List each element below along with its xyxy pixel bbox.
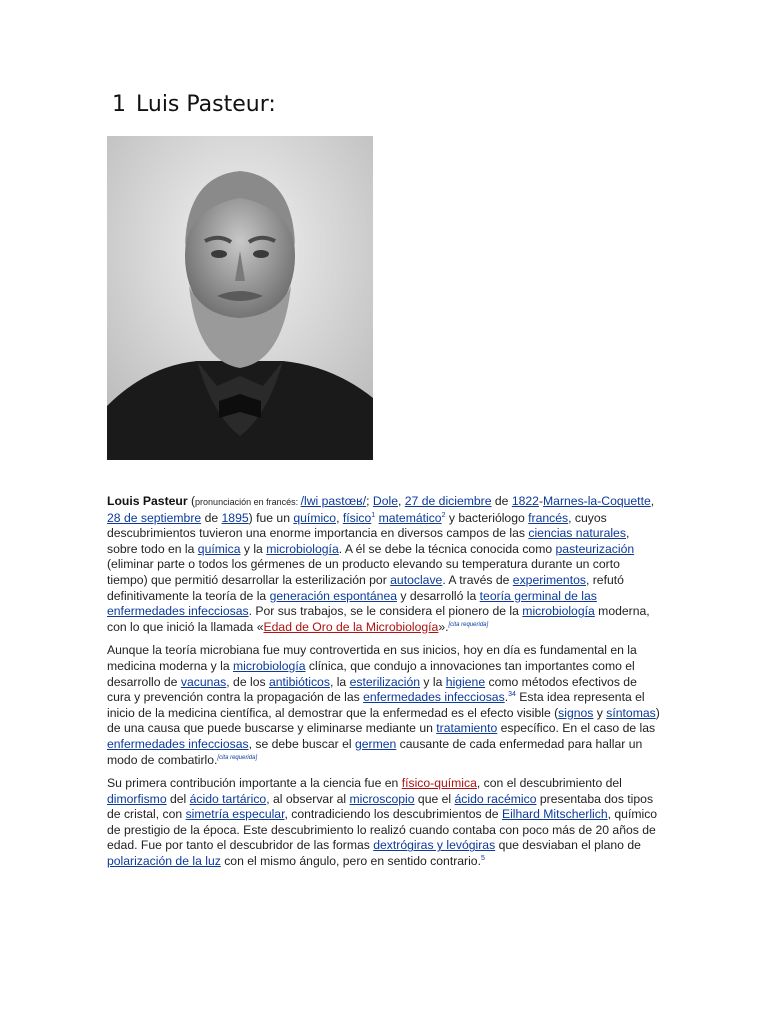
link-acido-tartarico[interactable]: ácido tartárico [189,791,267,806]
link-fisico-quimica[interactable]: físico-química [401,776,477,791]
link-polarizacion-luz[interactable]: polarización de la luz [107,854,221,869]
footnote-34[interactable]: 34 [508,691,516,699]
link-dextrogiras-levogiras[interactable]: dextrógiras y levógiras [373,838,496,853]
link-autoclave[interactable]: autoclave [390,572,443,587]
link-esterilizacion[interactable]: esterilización [349,674,421,689]
link-quimico[interactable]: químico [293,510,337,525]
section-number: 1 [112,92,126,117]
paragraph-2: Aunque la teoría microbiana fue muy controvertida en sus inicios, hoy en día es fundamental en la medicina moderna y la microbiología clínica, que condujo a innovaciones tan importantes como el desarrollo de vacunas, de los antibióticos, la esterilización y la higiene como métodos efectivos de cura y prevención contra la propagación de las enfermedades infecciosas.$^{34}$ Esta idea representa el inicio de la medicina científica, al demostrar que la enfermedad es el efecto visible (signos y síntomas) de una causa que puede buscarse y eliminarse mediante un tratamiento específico. En el caso de las enfermedades infecciosas, se debe buscar el germen causante de cada enfermedad para hallar un modo de combatirlo.[cita requerida] [107,643,660,767]
link-dole[interactable]: Dole [372,494,398,508]
link-generacion-espontanea[interactable]: generación espontánea [269,588,398,603]
link-vacunas[interactable]: vacunas [180,674,227,689]
link-germen[interactable]: germen [354,736,397,751]
link-ciencias-naturales[interactable]: ciencias naturales [528,526,626,541]
link-frances[interactable]: francés [528,510,569,525]
section-heading [112,92,276,117]
link-1895[interactable]: 1895 [221,510,249,525]
portrait-illustration [107,136,373,460]
link-microbiologia-3[interactable]: microbiología [233,658,306,673]
link-matematico[interactable]: matemático [378,510,442,525]
link-27-diciembre[interactable]: 27 de diciembre [404,494,492,508]
paragraph-3: Su primera contribución importante a la ciencia fue en físico-química, con el descubrimiento del dimorfismo del ácido tartárico, al observar al microscopio que el ácido racémico presentaba dos tipos de cristal, con simetría especular, contradiciendo los descubrimientos de Eilhard Mitscherlich, químico de prestigio de la época. Este descubrimiento lo realizó cuando contaba con poco más de 20 años de edad. Fue por tanto el descubridor de las formas dextrógiras y levógiras que desviaban el plano de polarización de la luz con el mismo ángulo, pero en sentido contrario.$^5$ [107,776,658,869]
link-fisico[interactable]: físico [342,510,372,525]
footnote-2[interactable]: 2 [441,511,446,519]
citation-needed-2[interactable]: [cita requerida] [217,754,258,761]
link-enfermedades-infecciosas-2[interactable]: enfermedades infecciosas [107,736,249,751]
link-microbiologia[interactable]: microbiología [266,541,339,556]
link-experimentos[interactable]: experimentos [512,572,586,587]
link-pasteurizacion[interactable]: pasteurización [555,541,635,556]
link-1822[interactable]: 1822 [511,494,539,508]
paragraph-1: Louis Pasteur (pronunciación en francés: /lwi pastœʁ/; Dole, 27 de diciembre de 1822-Marnes-la-Coquette, 28 de septiembre de 1895) fue un químico, físico$^1$ matemático$^2$ y bacteriólogo francés, cuyos descubrimientos tuvieron una enorme importancia en diversos campos de las ciencias naturales, sobre todo en la química y la microbiología. A él se debe la técnica conocida como pasteurización (eliminar parte o todos los gérmenes de un producto elevando su temperatura durante un corto tiempo) que permitió desarrollar la esterilización por autoclave. A través de experimentos, refutó definitivamente la teoría de la generación espontánea y desarrolló la teoría germinal de las enfermedades infecciosas. Por sus trabajos, se le considera el pionero de la microbiología moderna, con lo que inició la llamada «Edad de Oro de la Microbiología».[cita requerida] [107,494,655,634]
footnote-5[interactable]: 5 [480,855,485,862]
link-ipa[interactable]: /lwi pastœʁ/ [300,494,367,508]
footnote-1[interactable]: 1 [371,511,376,519]
link-signos[interactable]: signos [558,705,594,720]
link-enfermedades-infecciosas[interactable]: enfermedades infecciosas [363,690,505,705]
article-body [107,494,663,878]
link-teoria-germinal[interactable]: teoría germinal de las enfermedades infecciosas [107,588,597,619]
link-quimica[interactable]: química [197,541,241,556]
link-acido-racemico[interactable]: ácido racémico [454,791,537,806]
link-eilhard-mitscherlich[interactable]: Eilhard Mitscherlich [501,807,608,822]
link-marnes-la-coquette[interactable]: Marnes-la-Coquette [543,494,651,508]
link-tratamiento[interactable]: tratamiento [436,721,498,736]
citation-needed[interactable]: [cita requerida] [448,621,489,628]
link-simetria-especular[interactable]: simetría especular [185,807,285,822]
portrait-photo [107,136,373,460]
link-antibioticos[interactable]: antibióticos [268,674,330,689]
link-microbiologia-2[interactable]: microbiología [522,604,595,619]
link-dimorfismo[interactable]: dimorfismo [107,791,167,806]
link-28-septiembre[interactable]: 28 de septiembre [107,510,202,525]
link-higiene[interactable]: higiene [445,674,486,689]
pronunciation-label: pronunciación en francés: [195,497,301,507]
section-title: Luis Pasteur: [136,92,276,117]
link-sintomas[interactable]: síntomas [606,705,656,720]
subject-name: Louis Pasteur [107,494,188,508]
link-microscopio[interactable]: microscopio [349,791,415,806]
link-edad-de-oro[interactable]: Edad de Oro de la Microbiología [263,619,439,634]
